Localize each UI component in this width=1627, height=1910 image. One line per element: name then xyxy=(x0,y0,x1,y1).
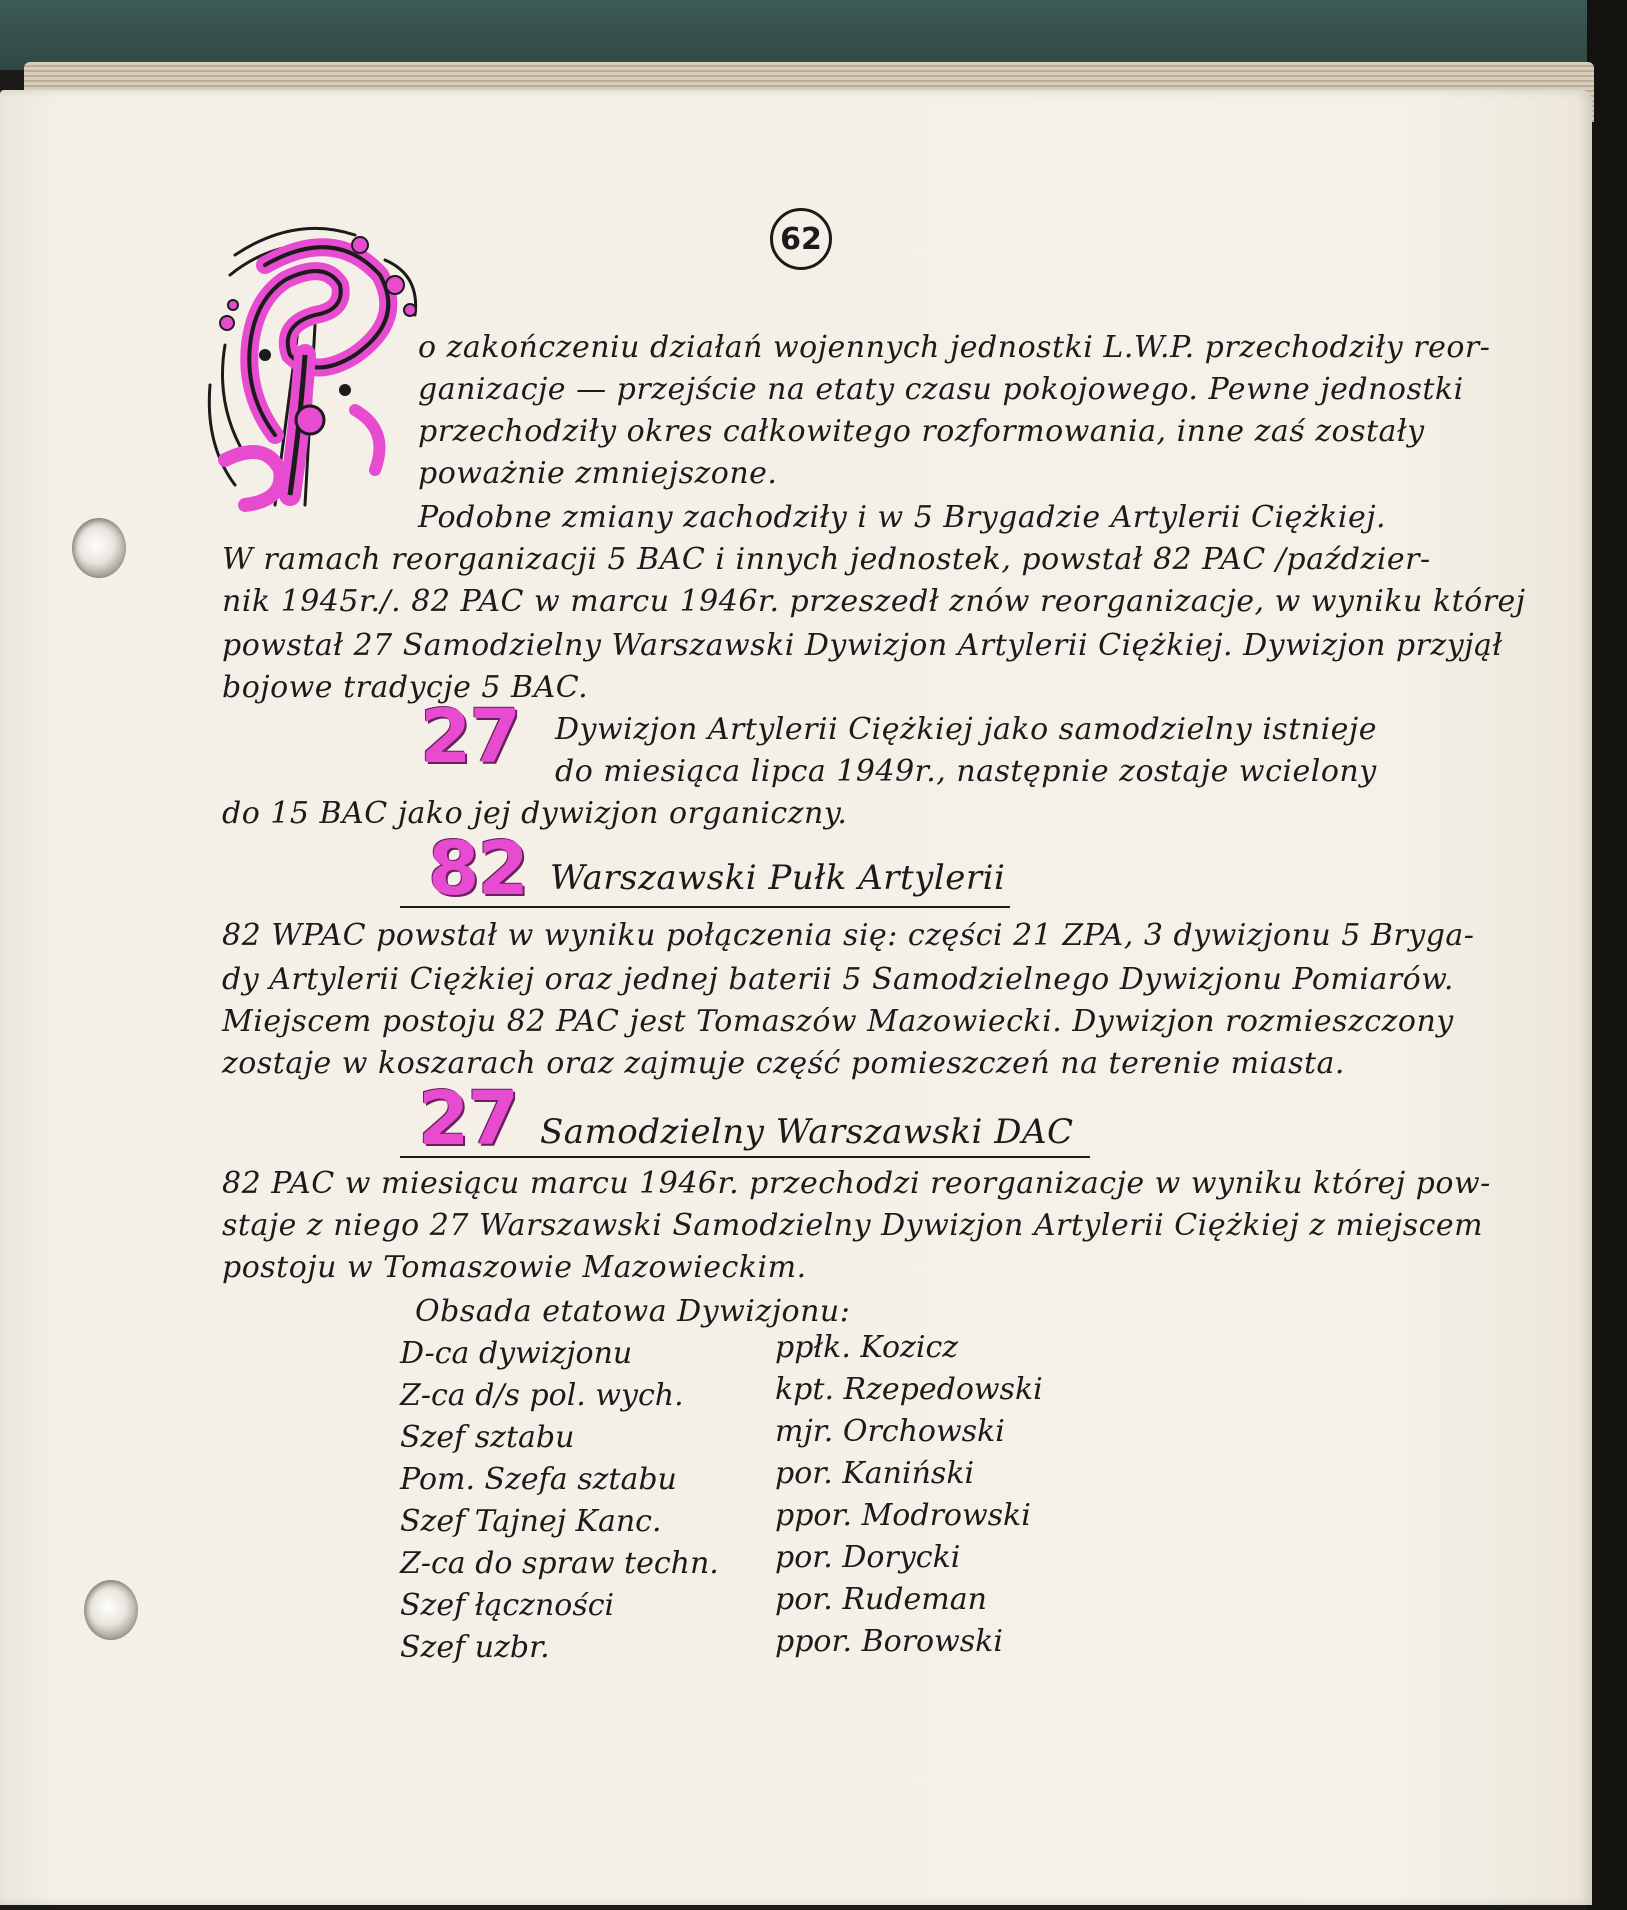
intro-line-6: W ramach reorganizacji 5 BAC i innych jednostek, powstał 82 PAC /paździer- xyxy=(222,542,1431,577)
staff-person: ppor. Modrowski xyxy=(775,1498,1031,1533)
staff-title: Obsada etatowa Dywizjonu: xyxy=(415,1294,851,1329)
section-27-line-2: staje z niego 27 Warszawski Samodzielny Dywizjon Artylerii Ciężkiej z miejscem xyxy=(222,1208,1484,1243)
section-27-heading: Samodzielny Warszawski DAC xyxy=(540,1112,1074,1152)
section-27-line-3: postoju w Tomaszowie Mazowieckim. xyxy=(222,1250,807,1285)
para-27-line-1: Dywizjon Artylerii Ciężkiej jako samodzielny istnieje xyxy=(555,712,1377,747)
punch-hole xyxy=(84,1580,138,1640)
staff-role: Szef sztabu xyxy=(400,1420,575,1455)
staff-person: kpt. Rzepedowski xyxy=(775,1372,1043,1407)
decorated-initial-letter xyxy=(205,205,435,515)
section-82-underline xyxy=(400,906,1010,908)
para-27-line-2: do miesiąca lipca 1949r., następnie zostaje wcielony xyxy=(555,754,1377,789)
intro-line-5: Podobne zmiany zachodziły i w 5 Brygadzie Artylerii Ciężkiej. xyxy=(418,500,1387,535)
staff-role: Z-ca d/s pol. wych. xyxy=(400,1378,684,1413)
section-82-line-4: zostaje w koszarach oraz zajmuje część pomieszczeń na terenie miasta. xyxy=(222,1046,1345,1081)
staff-role: Szef uzbr. xyxy=(400,1630,550,1665)
album-cover-top xyxy=(0,0,1627,70)
section-27-underline xyxy=(400,1156,1090,1158)
staff-person: por. Kaniński xyxy=(775,1456,975,1491)
intro-line-3: przechodziły okres całkowitego rozformowania, inne zaś zostały xyxy=(418,414,1425,449)
section-27-line-1: 82 PAC w miesiącu marcu 1946r. przechodzi reorganizacje w wyniku której pow- xyxy=(222,1166,1491,1201)
punch-hole xyxy=(72,518,126,578)
staff-role: Pom. Szefa sztabu xyxy=(400,1462,677,1497)
staff-role: Szef Tajnej Kanc. xyxy=(400,1504,662,1539)
section-82-heading: Warszawski Pułk Artylerii xyxy=(550,858,1006,898)
intro-line-2: ganizacje — przejście na etaty czasu pokojowego. Pewne jednostki xyxy=(418,372,1464,407)
page-number: 62 xyxy=(770,208,832,270)
decorated-number-82: 82 xyxy=(428,826,527,912)
staff-person: ppor. Borowski xyxy=(775,1624,1003,1659)
intro-line-1: o zakończeniu działań wojennych jednostki L.W.P. przechodziły reor- xyxy=(418,330,1491,365)
section-82-line-3: Miejscem postoju 82 PAC jest Tomaszów Mazowiecki. Dywizjon rozmieszczony xyxy=(222,1004,1454,1039)
decorated-number-27: 27 xyxy=(420,694,519,780)
intro-line-7: nik 1945r./. 82 PAC w marcu 1946r. przeszedł znów reorganizacje, w wyniku której xyxy=(222,584,1526,619)
staff-person: por. Dorycki xyxy=(775,1540,961,1575)
section-82-line-2: dy Artylerii Ciężkiej oraz jednej baterii 5 Samodzielnego Dywizjonu Pomiarów. xyxy=(222,962,1454,997)
decorated-number-27-section: 27 xyxy=(418,1076,517,1162)
staff-person: por. Rudeman xyxy=(775,1582,987,1617)
section-82-line-1: 82 WPAC powstał w wyniku połączenia się: części 21 ZPA, 3 dywizjonu 5 Bryga- xyxy=(222,918,1475,953)
para-27-line-3: do 15 BAC jako jej dywizjon organiczny. xyxy=(222,796,848,831)
album-cover-edge xyxy=(1587,0,1627,1910)
intro-line-8: powstał 27 Samodzielny Warszawski Dywizjon Artylerii Ciężkiej. Dywizjon przyjął xyxy=(222,628,1503,663)
staff-role: Szef łączności xyxy=(400,1588,615,1623)
staff-person: mjr. Orchowski xyxy=(775,1414,1005,1449)
staff-role: D-ca dywizjonu xyxy=(400,1336,633,1371)
staff-role: Z-ca do spraw techn. xyxy=(400,1546,719,1581)
intro-line-4: poważnie zmniejszone. xyxy=(418,456,778,491)
intro-line-9: bojowe tradycje 5 BAC. xyxy=(222,670,589,705)
staff-person: ppłk. Kozicz xyxy=(775,1330,959,1365)
